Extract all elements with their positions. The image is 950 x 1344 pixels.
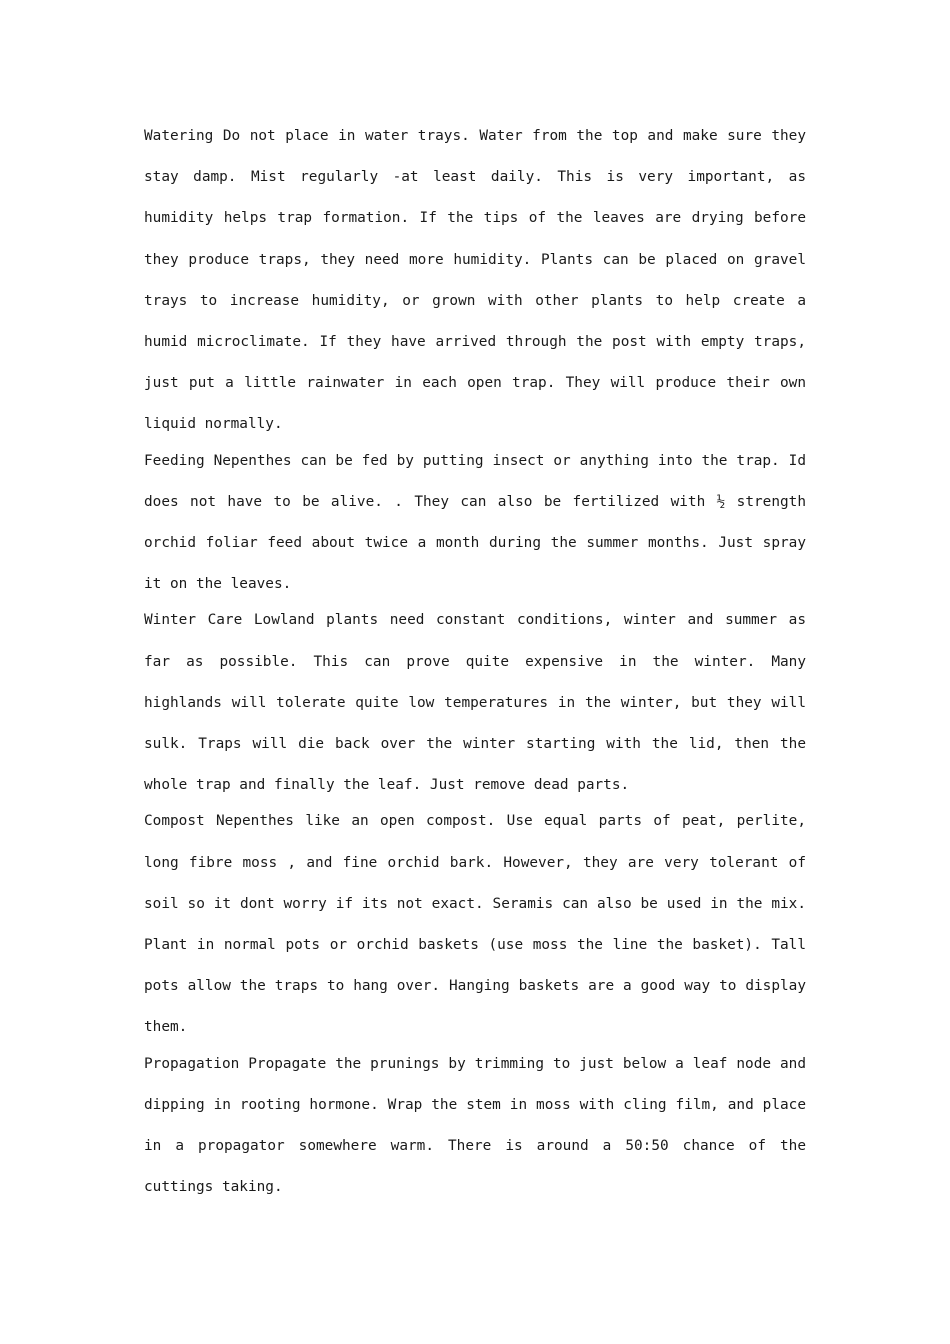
paragraph-winter-care: Winter Care Lowland plants need constant conditions, winter and summer as far as possible. This can prove quite expensive in the winter. Many highlands will tolerate quite low temperatures in the winter, but they will sulk. Traps will die back over the winter starting with the lid, then the whole trap and finally the leaf. Just remove dead parts. [144,612,806,794]
paragraph-watering: Watering Do not place in water trays. Water from the top and make sure they stay damp. Mist regularly -at least daily. This is very important, as humidity helps trap formation. If the tips of the leaves are drying before they produce traps, they need more humidity. Plants can be placed on gravel trays to increase humidity, or grown with other plants to help create a humid microclimate. If they have arrived through the post with empty traps, just put a little rainwater in each open trap. They will produce their own liquid normally. [144,128,806,433]
paragraph-compost: Compost Nepenthes like an open compost. Use equal parts of peat, perlite, long fibre moss , and fine orchid bark. However, they are very tolerant of soil so it dont worry if its not exact. Seramis can also be used in the mix. Plant in normal pots or orchid baskets (use moss the line the basket). Tall pots allow the traps to hang over. Hanging baskets are a good way to display them. [144,813,806,1036]
paragraph-feeding: Feeding Nepenthes can be fed by putting insect or anything into the trap. Id does not have to be alive. . They can also be fertilized with ½ strength orchid foliar feed about twice a month during the summer months. Just spray it on the leaves. [144,452,806,593]
paragraph-propagation: Propagation Propagate the prunings by trimming to just below a leaf node and dipping in rooting hormone. Wrap the stem in moss with cling film, and place in a propagator somewhere warm. There is around a 50:50 chance of the cuttings taking. [144,1055,806,1196]
document-body [144,116,806,1208]
